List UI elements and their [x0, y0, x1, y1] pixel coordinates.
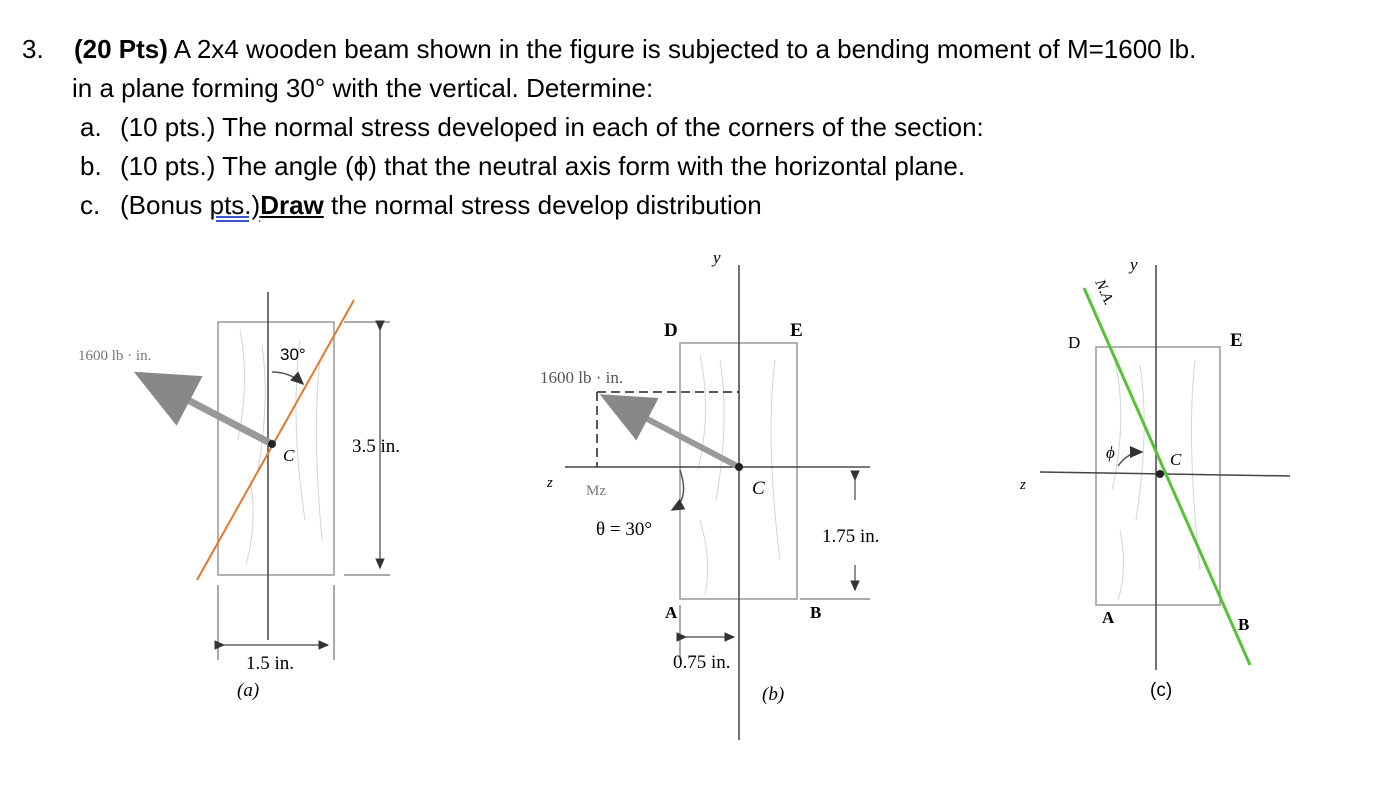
theta-arc-b [672, 470, 684, 510]
corner-b-label-b: B [810, 603, 822, 622]
theta-label-b: θ = 30° [596, 519, 652, 540]
z-label-b: z [547, 475, 553, 491]
half-width-label-b: 0.75 in. [673, 652, 731, 673]
part-c-draw: Draw [260, 190, 324, 220]
width-label-a: 1.5 in. [246, 653, 295, 674]
part-c-pre: (Bonus [120, 190, 210, 220]
problem-number: 3. [22, 34, 44, 64]
corner-a-label-b: A [665, 603, 678, 622]
angle-label-a: 30° [280, 345, 306, 364]
na-label-c: N.A. [1091, 277, 1117, 308]
part-a-text: (10 pts.) The normal stress developed in each of the corners of the section: [120, 112, 984, 142]
centroid-dot-c [1156, 470, 1164, 478]
orange-line-a [197, 300, 354, 580]
phi-label-c: ϕ [1106, 443, 1115, 462]
caption-a: (a) [237, 680, 260, 701]
problem-points: (20 Pts) [74, 34, 168, 64]
moment-vector-b [605, 397, 739, 467]
part-c-label: c. [80, 190, 101, 220]
figure-c [1019, 255, 1290, 701]
problem-statement-line2: in a plane forming 30° with the vertical. Determine: [72, 73, 654, 103]
centroid-label-c: C [1170, 450, 1182, 469]
problem-line1-text: A 2x4 wooden beam shown in the figure is subjected to a bending moment of M=1600 lb. [173, 34, 1197, 64]
caption-c: (c) [1150, 680, 1173, 701]
centroid-label-a: C [283, 446, 295, 465]
corner-e-label-b: E [790, 320, 803, 341]
centroid-dot-a [268, 440, 276, 448]
part-c-post: the normal stress develop distribution [323, 190, 762, 220]
z-label-c: z [1020, 477, 1026, 493]
corner-d-label-b: D [664, 320, 678, 341]
height-label-a: 3.5 in. [352, 436, 401, 457]
phi-arc-c [1118, 452, 1142, 466]
half-height-label-b: 1.75 in. [822, 526, 880, 547]
corner-a-label-c: A [1102, 608, 1115, 627]
part-a-label: a. [80, 112, 102, 142]
part-b-text: (10 pts.) The angle (ϕ) that the neutral axis form with the horizontal plane. [120, 151, 966, 181]
centroid-dot-b [735, 463, 743, 471]
part-b-label: b. [80, 151, 102, 181]
moment-vector-a [140, 375, 272, 444]
angle-arc-a [272, 372, 303, 384]
figure-b [540, 248, 880, 740]
mz-label-b: Mz [586, 483, 606, 499]
corner-e-label-c: E [1230, 330, 1243, 351]
centroid-label-b: C [752, 478, 765, 499]
moment-label-a: 1600 lb · in. [78, 348, 152, 364]
moment-label-b: 1600 lb · in. [540, 368, 624, 387]
corner-b-label-c: B [1238, 615, 1250, 634]
part-c-underlined: pts.) [209, 190, 261, 220]
y-label-c: y [1130, 255, 1138, 274]
corner-d-label-c: D [1068, 333, 1081, 352]
figure-a [78, 292, 400, 701]
y-label-b: y [713, 248, 721, 267]
wood-grain-a [238, 330, 322, 565]
caption-b: (b) [762, 684, 785, 705]
